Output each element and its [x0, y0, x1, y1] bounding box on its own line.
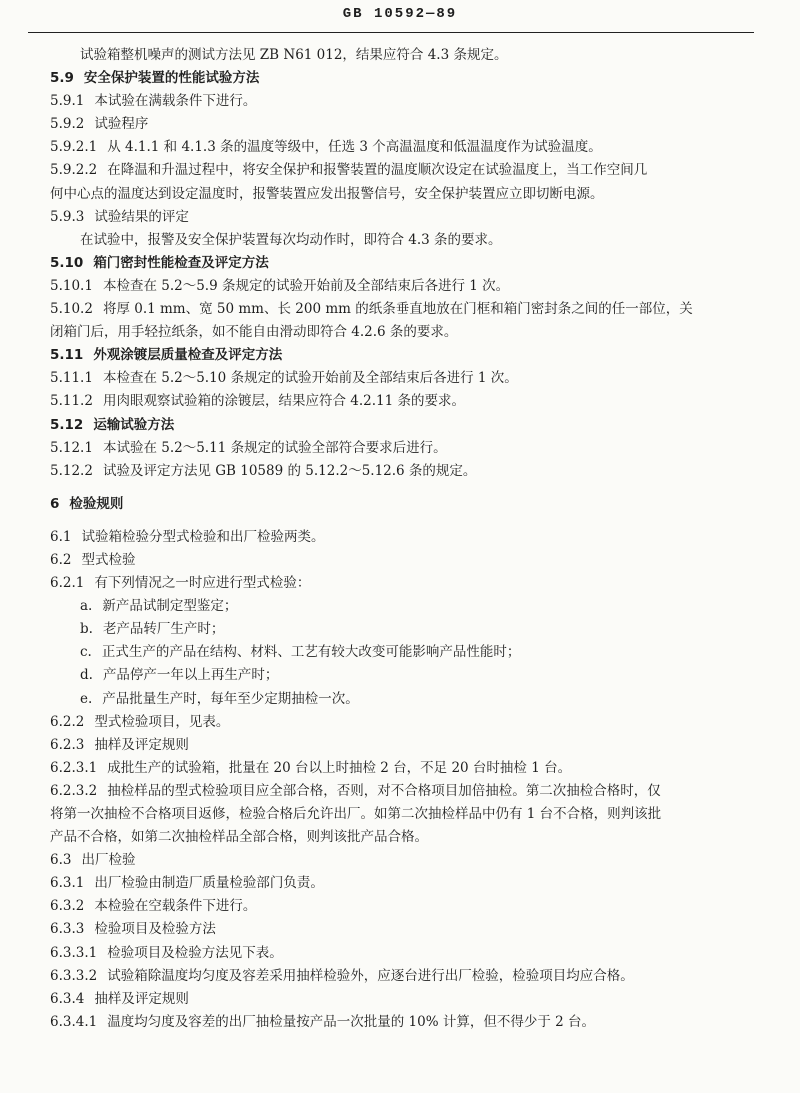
clause-number: 6.3.4 — [50, 990, 85, 1007]
clause-number: 5.9.2.1 — [50, 139, 98, 156]
clause-number: 5.10.1 — [50, 277, 93, 294]
text-line — [50, 206, 750, 229]
text-line — [50, 414, 750, 437]
clause-text: 型式检验 — [81, 551, 136, 568]
clause-text: 将厚 0.1 mm、宽 50 mm、长 200 mm 的纸条垂直地放在门框和箱门密封条之间的任一部位，关 — [102, 301, 693, 318]
clause-text: 产品不合格，如第二次抽检样品全部合格，则判该批产品合格。 — [50, 829, 428, 846]
text-line — [50, 664, 750, 687]
clause-number: 5.9.2.2 — [50, 162, 98, 179]
clause-text: 正式生产的产品在结构、材料、工艺有较大改变可能影响产品性能时； — [101, 644, 521, 661]
text-line — [50, 44, 750, 67]
section-heading: 外观涂镀层质量检查及评定方法 — [93, 347, 283, 364]
page-header-code: GB 10592—89 — [342, 6, 458, 22]
text-line — [50, 803, 750, 826]
section-heading: 箱门密封性能检查及评定方法 — [93, 254, 269, 271]
text-line — [50, 595, 750, 618]
text-line — [50, 872, 750, 895]
clause-text: 将第一次抽检不合格项目返修，检验合格后允许出厂。如第二次抽检样品中仍有 1 台不合格，则判该批 — [50, 806, 662, 822]
clause-text: 成批生产的试验箱，批量在 20 台以上时抽检 2 台，不足 20 台时抽检 1 台。 — [107, 759, 572, 776]
text-line — [50, 252, 750, 275]
clause-number: 5.9.3 — [50, 208, 85, 225]
clause-number: 6.2.3 — [50, 736, 85, 753]
clause-number: 6.2 — [50, 551, 72, 568]
text-line — [50, 711, 750, 734]
text-line — [50, 826, 750, 849]
clause-text: 用肉眼观察试验箱的涂镀层，结果应符合 4.2.11 条的要求。 — [102, 393, 465, 410]
text-line — [50, 229, 750, 252]
clause-text: 从 4.1.1 和 4.1.3 条的温度等级中，任选 3 个高温温度和低温温度作为试验温度。 — [107, 139, 602, 156]
clause-text: 本检验在空载条件下进行。 — [94, 898, 257, 915]
clause-number: 6 — [50, 495, 60, 512]
text-line — [50, 526, 750, 549]
clause-number: 6.3.1 — [50, 875, 85, 892]
text-line — [50, 734, 750, 757]
text-line — [50, 183, 750, 206]
clause-text: 检验项目及检验方法见下表。 — [107, 944, 283, 961]
clause-text: 新产品试制定型鉴定； — [102, 598, 238, 615]
text-line — [50, 344, 750, 367]
clause-text: 何中心点的温度达到设定温度时，报警装置应发出报警信号，安全保护装置应立即切断电源。 — [50, 185, 604, 202]
section-heading: 检验规则 — [69, 495, 124, 512]
text-line — [50, 298, 750, 321]
clause-text: 本试验在满载条件下进行。 — [94, 93, 257, 110]
text-line — [50, 460, 750, 483]
text-line — [50, 572, 750, 595]
text-line — [50, 988, 750, 1011]
clause-number: 6.3.3.2 — [50, 967, 98, 984]
text-line — [50, 275, 750, 298]
clause-text: 试验箱检验分型式检验和出厂检验两类。 — [81, 528, 325, 545]
text-line — [50, 367, 750, 390]
text-line — [50, 549, 750, 572]
clause-text: 检验项目及检验方法 — [94, 921, 216, 938]
text-line — [50, 390, 750, 413]
clause-number: 6.2.3.1 — [50, 759, 98, 776]
clause-text: 抽样及评定规则 — [94, 990, 189, 1007]
clause-number: 6.3.4.1 — [50, 1013, 98, 1030]
clause-number: 5.11.2 — [50, 393, 93, 410]
clause-text: 出厂检验由制造厂质量检验部门负责。 — [94, 875, 324, 892]
clause-number: 6.3.3 — [50, 921, 85, 938]
clause-number: 5.12 — [50, 416, 84, 433]
clause-text: 产品批量生产时，每年至少定期抽检一次。 — [102, 690, 359, 707]
header-divider — [28, 32, 754, 33]
text-line — [50, 67, 750, 90]
clause-text: 试验箱除温度均匀度及容差采用抽样检验外，应逐台进行出厂检验，检验项目均应合格。 — [107, 967, 634, 984]
text-line — [50, 688, 750, 711]
clause-text: 本检查在 5.2～5.10 条规定的试验开始前及全部结束后各进行 1 次。 — [102, 370, 518, 387]
clause-text: 抽检样品的型式检验项目应全部合格，否则，对不合格项目加倍抽检。第二次抽检合格时，仅 — [107, 782, 661, 799]
section-heading: 运输试验方法 — [93, 416, 175, 433]
clause-number: 5.9 — [50, 70, 74, 87]
clause-text: 本试验在 5.2～5.11 条规定的试验全部符合要求后进行。 — [102, 439, 447, 456]
clause-text: 出厂检验 — [81, 852, 136, 869]
clause-text: 试验程序 — [94, 116, 149, 133]
clause-number: 6.2.3.2 — [50, 782, 98, 799]
clause-number: 6.3.3.1 — [50, 944, 98, 961]
text-line — [50, 618, 750, 641]
text-line — [50, 437, 750, 460]
clause-number: 6.1 — [50, 528, 72, 545]
clause-number: a. — [80, 598, 93, 615]
clause-text: 试验结果的评定 — [94, 208, 189, 225]
clause-text: 在试验中，报警及安全保护装置每次均动作时，即符合 4.3 条的要求。 — [80, 231, 502, 248]
section-heading: 安全保护装置的性能试验方法 — [83, 70, 260, 87]
clause-number: 6.2.2 — [50, 713, 85, 730]
text-line — [50, 942, 750, 965]
clause-text: 试验及评定方法见 GB 10589 的 5.12.2～5.12.6 条的规定。 — [102, 462, 477, 479]
text-line — [50, 780, 750, 803]
text-line — [50, 918, 750, 941]
text-line — [50, 895, 750, 918]
text-line — [50, 1011, 750, 1034]
clause-number: 5.12.2 — [50, 462, 93, 479]
clause-text: 有下列情况之一时应进行型式检验： — [94, 575, 311, 592]
clause-text: 闭箱门后，用手轻拉纸条，如不能自由滑动即符合 4.2.6 条的要求。 — [50, 324, 458, 341]
text-line — [50, 965, 750, 988]
clause-text: 在降温和升温过程中，将安全保护和报警装置的温度顺次设定在试验温度上，当工作空间几 — [107, 162, 648, 179]
clause-text: 温度均匀度及容差的出厂抽检量按产品一次批量的 10% 计算，但不得少于 2 台。 — [107, 1013, 595, 1030]
clause-number: 5.9.2 — [50, 116, 85, 133]
clause-number: d. — [80, 667, 93, 684]
text-line — [50, 641, 750, 664]
clause-text: 抽样及评定规则 — [94, 736, 189, 753]
text-line — [50, 136, 750, 159]
text-line — [50, 90, 750, 113]
clause-number: 6.3 — [50, 852, 72, 869]
clause-text: 本检查在 5.2～5.9 条规定的试验开始前及全部结束后各进行 1 次。 — [102, 277, 510, 294]
clause-number: 5.11 — [50, 347, 84, 364]
text-line — [50, 493, 750, 516]
clause-number: 5.11.1 — [50, 370, 93, 387]
clause-text: 试验箱整机噪声的测试方法见 ZB N61 012，结果应符合 4.3 条规定。 — [80, 47, 508, 63]
clause-number: b. — [80, 621, 93, 638]
clause-number: 5.9.1 — [50, 93, 85, 110]
clause-number: 5.10 — [50, 254, 84, 271]
clause-number: c. — [80, 644, 92, 661]
text-line — [50, 757, 750, 780]
text-line — [50, 321, 750, 344]
clause-number: 5.12.1 — [50, 439, 93, 456]
text-line — [50, 849, 750, 872]
clause-text: 产品停产一年以上再生产时； — [102, 667, 279, 684]
document-body — [50, 44, 750, 1034]
clause-number: 6.2.1 — [50, 575, 85, 592]
text-line — [50, 159, 750, 182]
clause-text: 老产品转厂生产时； — [102, 621, 225, 638]
clause-number: 5.10.2 — [50, 301, 93, 318]
clause-text: 型式检验项目，见表。 — [94, 713, 230, 730]
text-line — [50, 113, 750, 136]
clause-number: e. — [80, 690, 93, 707]
clause-number: 6.3.2 — [50, 898, 85, 915]
